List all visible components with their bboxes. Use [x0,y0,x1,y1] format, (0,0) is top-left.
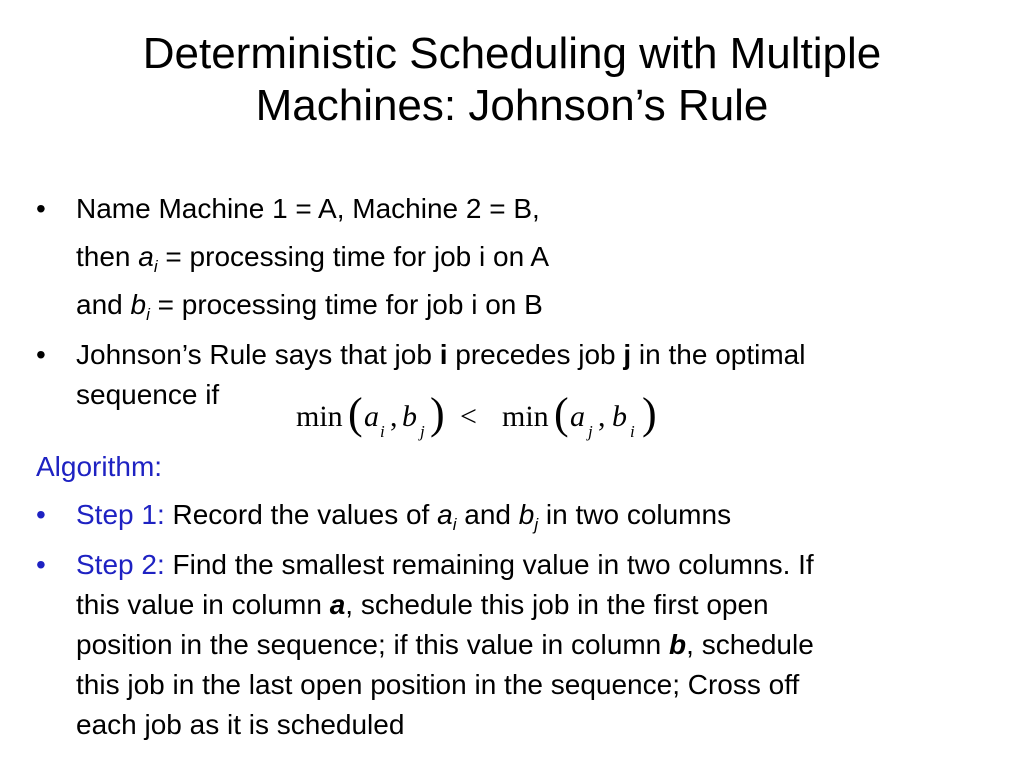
formula-min-1: min [296,400,343,433]
bullet-marker: • [36,193,46,224]
algorithm-label: Algorithm: [36,451,163,482]
bullet-2-line-1: Johnson’s Rule says that job i precedes job j in the optimal [76,339,806,370]
formula-paren: ) [430,389,445,438]
formula-a-1-sub: i [380,422,385,441]
title-line-2: Machines: Johnson’s Rule [255,81,769,130]
formula-b-1-sub: j [420,422,425,441]
formula-paren: ) [642,389,657,438]
formula-b-2: b [612,400,627,433]
formula-a-2: a [570,400,585,433]
formula-a-2-sub: j [588,422,593,441]
bullet-marker: • [36,549,46,580]
slide-title [60,28,964,132]
formula-paren: ( [348,389,363,438]
step-2-line-2: this value in column a, schedule this job in the first open [76,589,769,620]
title-line-1: Deterministic Scheduling with Multiple [142,29,882,78]
formula-b-2-sub: i [630,422,635,441]
johnson-rule-formula [296,389,676,452]
formula-comma-2: , [598,400,606,433]
step-1-line: Step 1: Record the values of $a_i$ and $b_j$ in two columns [76,499,732,534]
formula-paren: ( [554,389,569,438]
formula-b-1: b [402,400,417,433]
formula-less-than: < [460,400,477,433]
bullet-1-line-3: and $b_i$ = processing time for job i on B [76,289,543,324]
step-2-line-4: this job in the last open position in the sequence; Cross off [76,669,800,700]
formula-comma-1: , [390,400,398,433]
formula-min-2: min [502,400,549,433]
bullet-1-line-1: Name Machine 1 = A, Machine 2 = B, [76,193,540,224]
formula-a-1: a [364,400,379,433]
bullet-marker: • [36,499,46,530]
step-2-line-5: each job as it is scheduled [76,709,405,740]
step-2-line-3: position in the sequence; if this value in column b, schedule [76,629,814,660]
bullet-2-line-2: sequence if [76,379,220,410]
bullet-1-line-2: then $a_i$ = processing time for job i on A [76,241,550,276]
step-2-line-1: Step 2: Find the smallest remaining value in two columns. If [76,549,814,580]
bullet-marker: • [36,339,46,370]
